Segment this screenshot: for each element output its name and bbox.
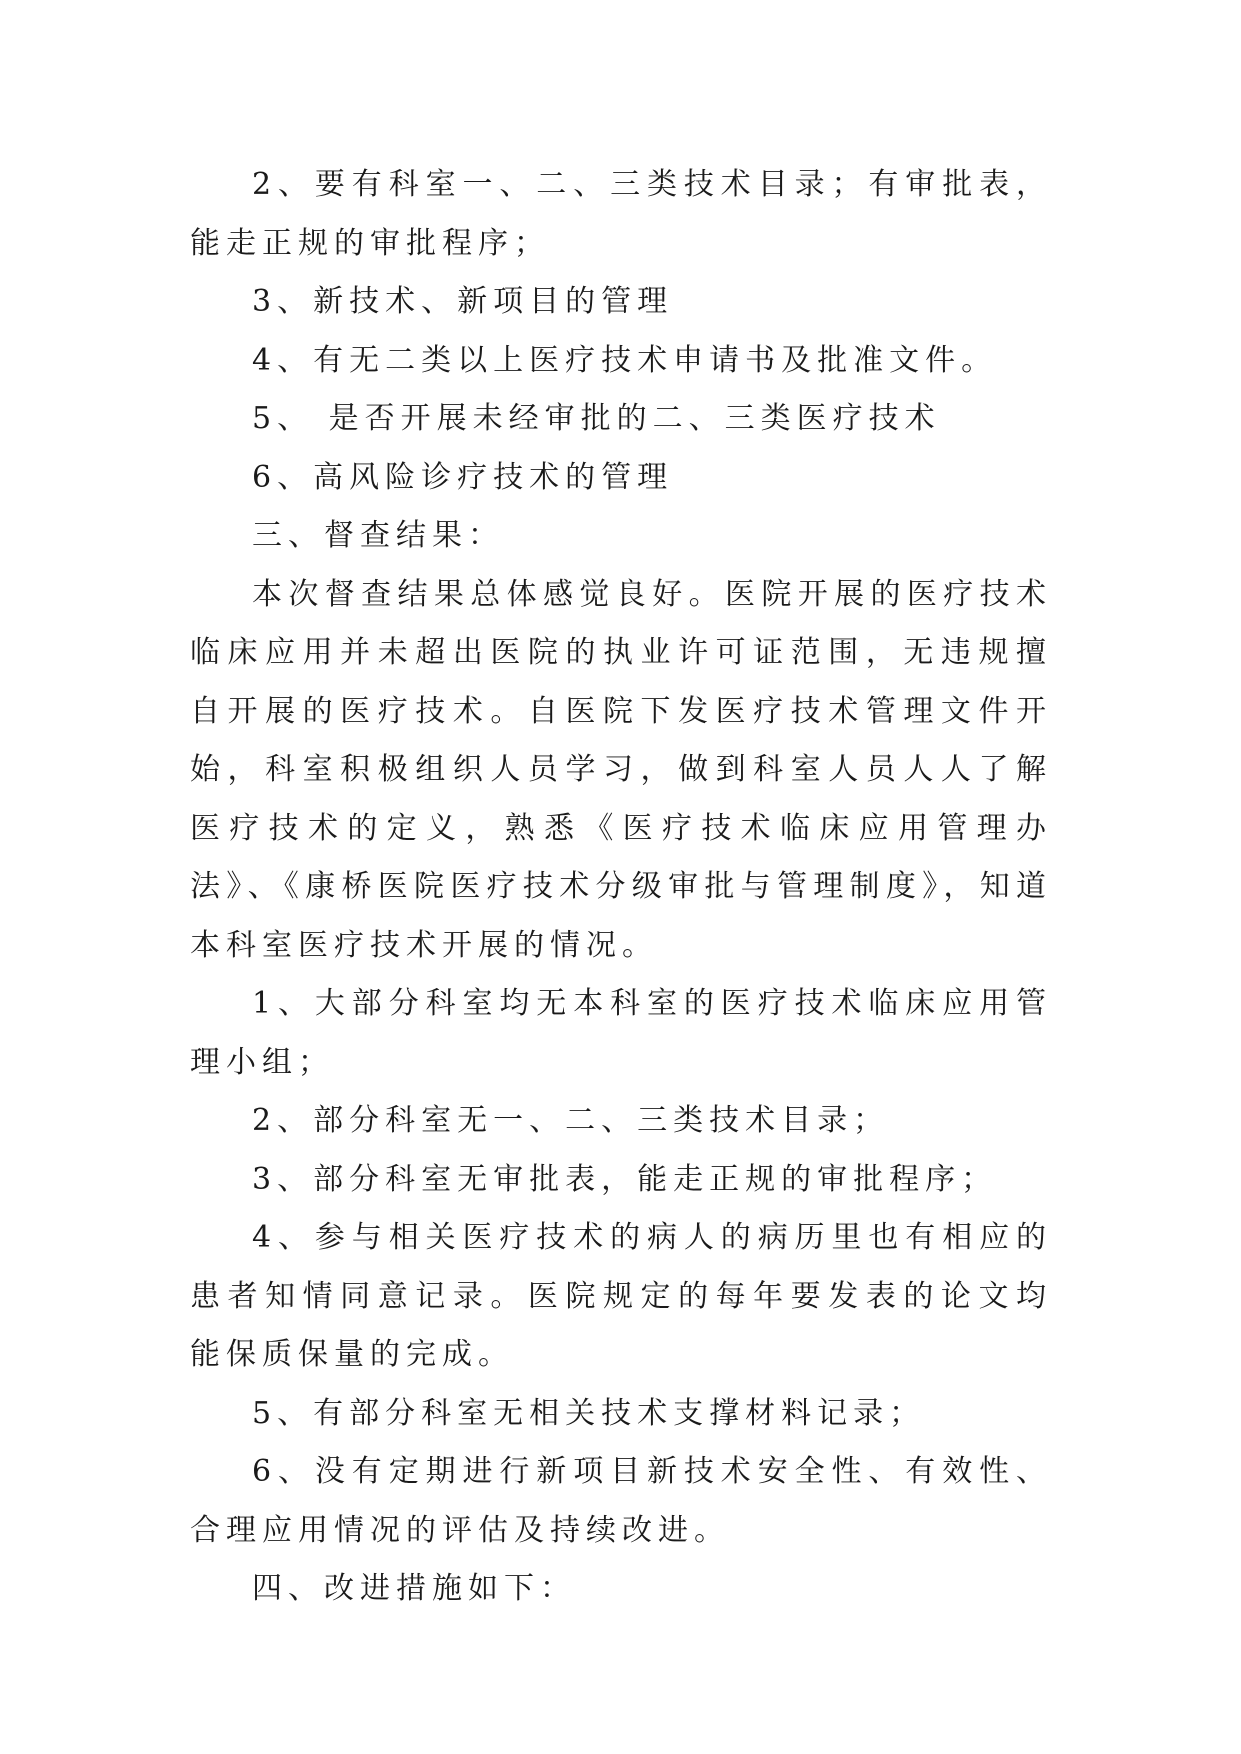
document-body xyxy=(190,156,1052,1619)
paragraph-result-5: 5、有部分科室无相关技术支撑材料记录； xyxy=(252,1395,926,1431)
section-heading-improvements: 四、改进措施如下： xyxy=(252,1571,576,1606)
paragraph-high-risk-tech: 6、高风险诊疗技术的管理 xyxy=(252,459,674,495)
paragraph-results-summary: 本次督查结果总体感觉良好。医院开展的医疗技术临床应用并未超出医院的执业许可证范围，无违规擅自开展的医疗技术。自医院下发医疗技术管理文件开始，科室积极组织人员学习，做到科室人员人人了解医疗技术的定义，熟悉《医疗技术临床应用管理办法》、《康桥医院医疗技术分级审批与管理制度》，知道本科室医疗技术开展的情况。 xyxy=(190,576,1052,963)
paragraph-result-3: 3、部分科室无审批表，能走正规的审批程序； xyxy=(252,1161,998,1197)
paragraph-unapproved-tech: 5、 是否开展未经审批的二、三类医疗技术 xyxy=(252,401,941,436)
paragraph-new-tech-management: 3、新技术、新项目的管理 xyxy=(252,284,674,319)
paragraph-result-2: 2、部分科室无一、二、三类技术目录； xyxy=(252,1103,890,1138)
paragraph-result-6: 6、没有定期进行新项目新技术安全性、有效性、合理应用情况的评估及持续改进。 xyxy=(190,1454,1052,1548)
section-heading-results: 三、督查结果： xyxy=(252,518,504,553)
paragraph-result-1: 1、大部分科室均无本科室的医疗技术临床应用管理小组； xyxy=(190,986,1052,1080)
paragraph-application-documents: 4、有无二类以上医疗技术申请书及批准文件。 xyxy=(252,342,998,378)
paragraph-approval-catalog: 2、要有科室一、二、三类技术目录；有审批表，能走正规的审批程序； xyxy=(190,167,1052,261)
paragraph-result-4: 4、参与相关医疗技术的病人的病历里也有相应的患者知情同意记录。医院规定的每年要发表的论文均能保质保量的完成。 xyxy=(190,1220,1052,1372)
